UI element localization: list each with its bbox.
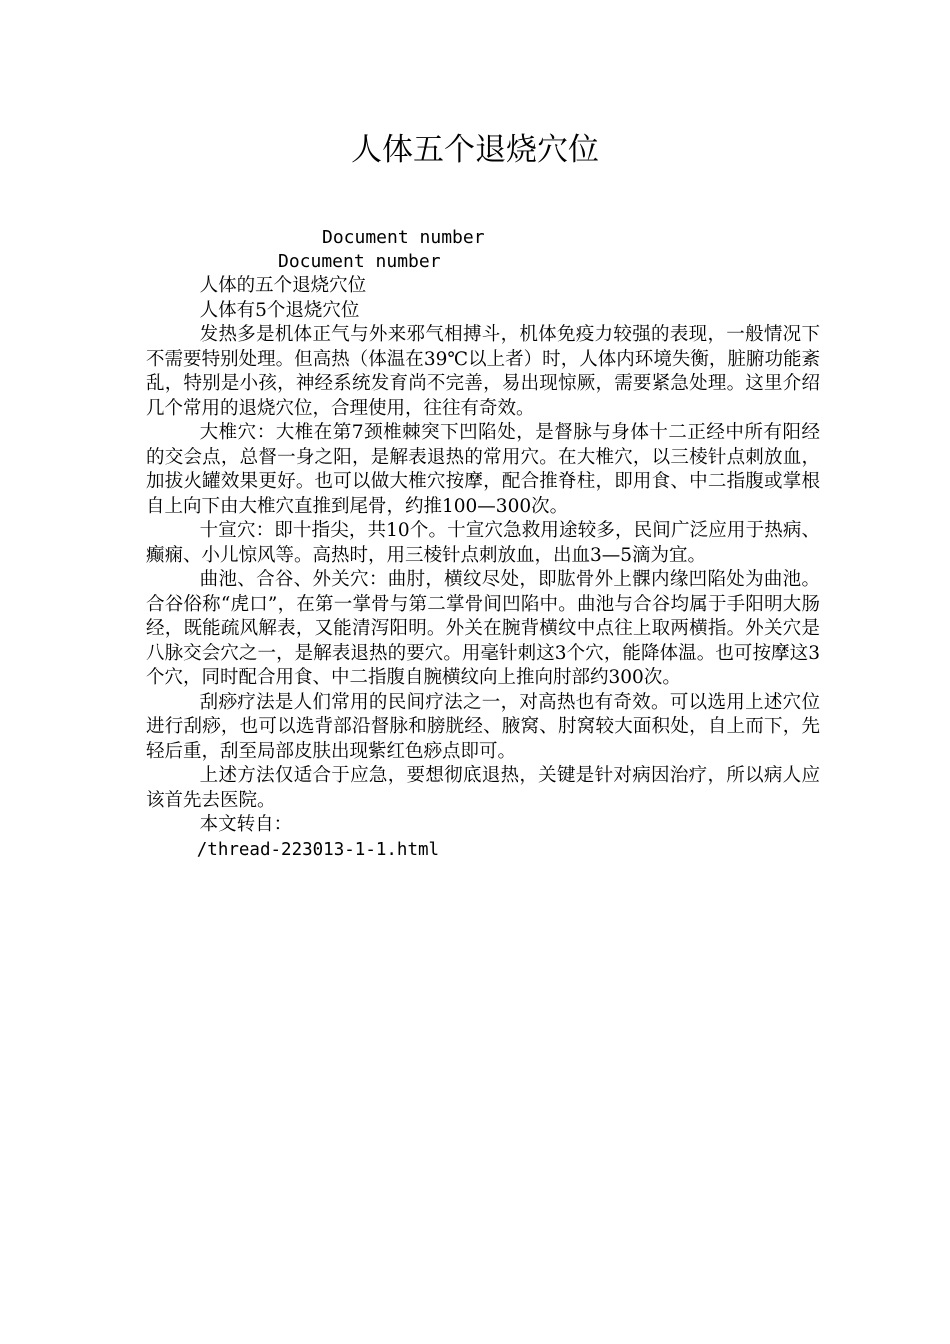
document-number-2: Document number: [278, 251, 441, 272]
paragraph-source-label: 本文转自：: [199, 814, 293, 835]
document-title: 人体五个退烧穴位: [351, 132, 599, 168]
paragraph-subtitle: 人体的五个退烧穴位: [199, 275, 367, 296]
paragraph-shixuan: 十宣穴：即十指尖，共10个。十宣穴急救用途较多，民间广泛应用于热病、癫痫、小儿惊风等。高热时，用三棱针点刺放血，出血3—5滴为宜。: [146, 520, 820, 566]
source-link[interactable]: /thread-223013-1-1.html: [196, 839, 440, 860]
paragraph-fever-overview: 发热多是机体正气与外来邪气相搏斗，机体免疫力较强的表现，一般情况下不需要特别处理。但高热（体温在39℃以上者）时，人体内环境失衡，脏腑功能紊乱，特别是小孩，神经系统发育尚不完善，易出现惊厥，需要紧急处理。这里介绍几个常用的退烧穴位，合理使用，往往有奇效。: [146, 324, 820, 419]
paragraph-guasha: 刮痧疗法是人们常用的民间疗法之一，对高热也有奇效。可以选用上述穴位进行刮痧，也可以选背部沿督脉和膀胱经、腋窝、肘窝较大面积处，自上而下，先轻后重，刮至局部皮肤出现紫红色痧点即可。: [146, 691, 820, 762]
paragraph-dazhui: 大椎穴：大椎在第7颈椎棘突下凹陷处，是督脉与身体十二正经中所有阳经的交会点，总督一身之阳，是解表退热的常用穴。在大椎穴，以三棱针点刺放血，加拔火罐效果更好。也可以做大椎穴按摩，配合推脊柱，即用食、中二指腹或掌根自上向下由大椎穴直推到尾骨，约推100—300次。: [146, 422, 820, 517]
paragraph-quchi-hegu-waiguan: 曲池、合谷、外关穴：曲肘，横纹尽处，即肱骨外上髁内缘凹陷处为曲池。合谷俗称“虎口”，在第一掌骨与第二掌骨间凹陷中。曲池与合谷均属于手阳明大肠经，既能疏风解表，又能清泻阳明。外关在腕背横纹中点往上取两横指。外关穴是八脉交会穴之一，是解表退热的要穴。用毫针刺这3个穴，能降体温。也可按摩这3个穴，同时配合用食、中二指腹自腕横纹向上推向肘部约300次。: [146, 569, 820, 688]
document-body: [146, 274, 820, 862]
paragraph-intro-line: 人体有5个退烧穴位: [199, 299, 360, 321]
paragraph-conclusion: 上述方法仅适合于应急，要想彻底退热，关键是针对病因治疗，所以病人应该首先去医院。: [146, 765, 820, 811]
document-number-1: Document number: [322, 227, 485, 248]
